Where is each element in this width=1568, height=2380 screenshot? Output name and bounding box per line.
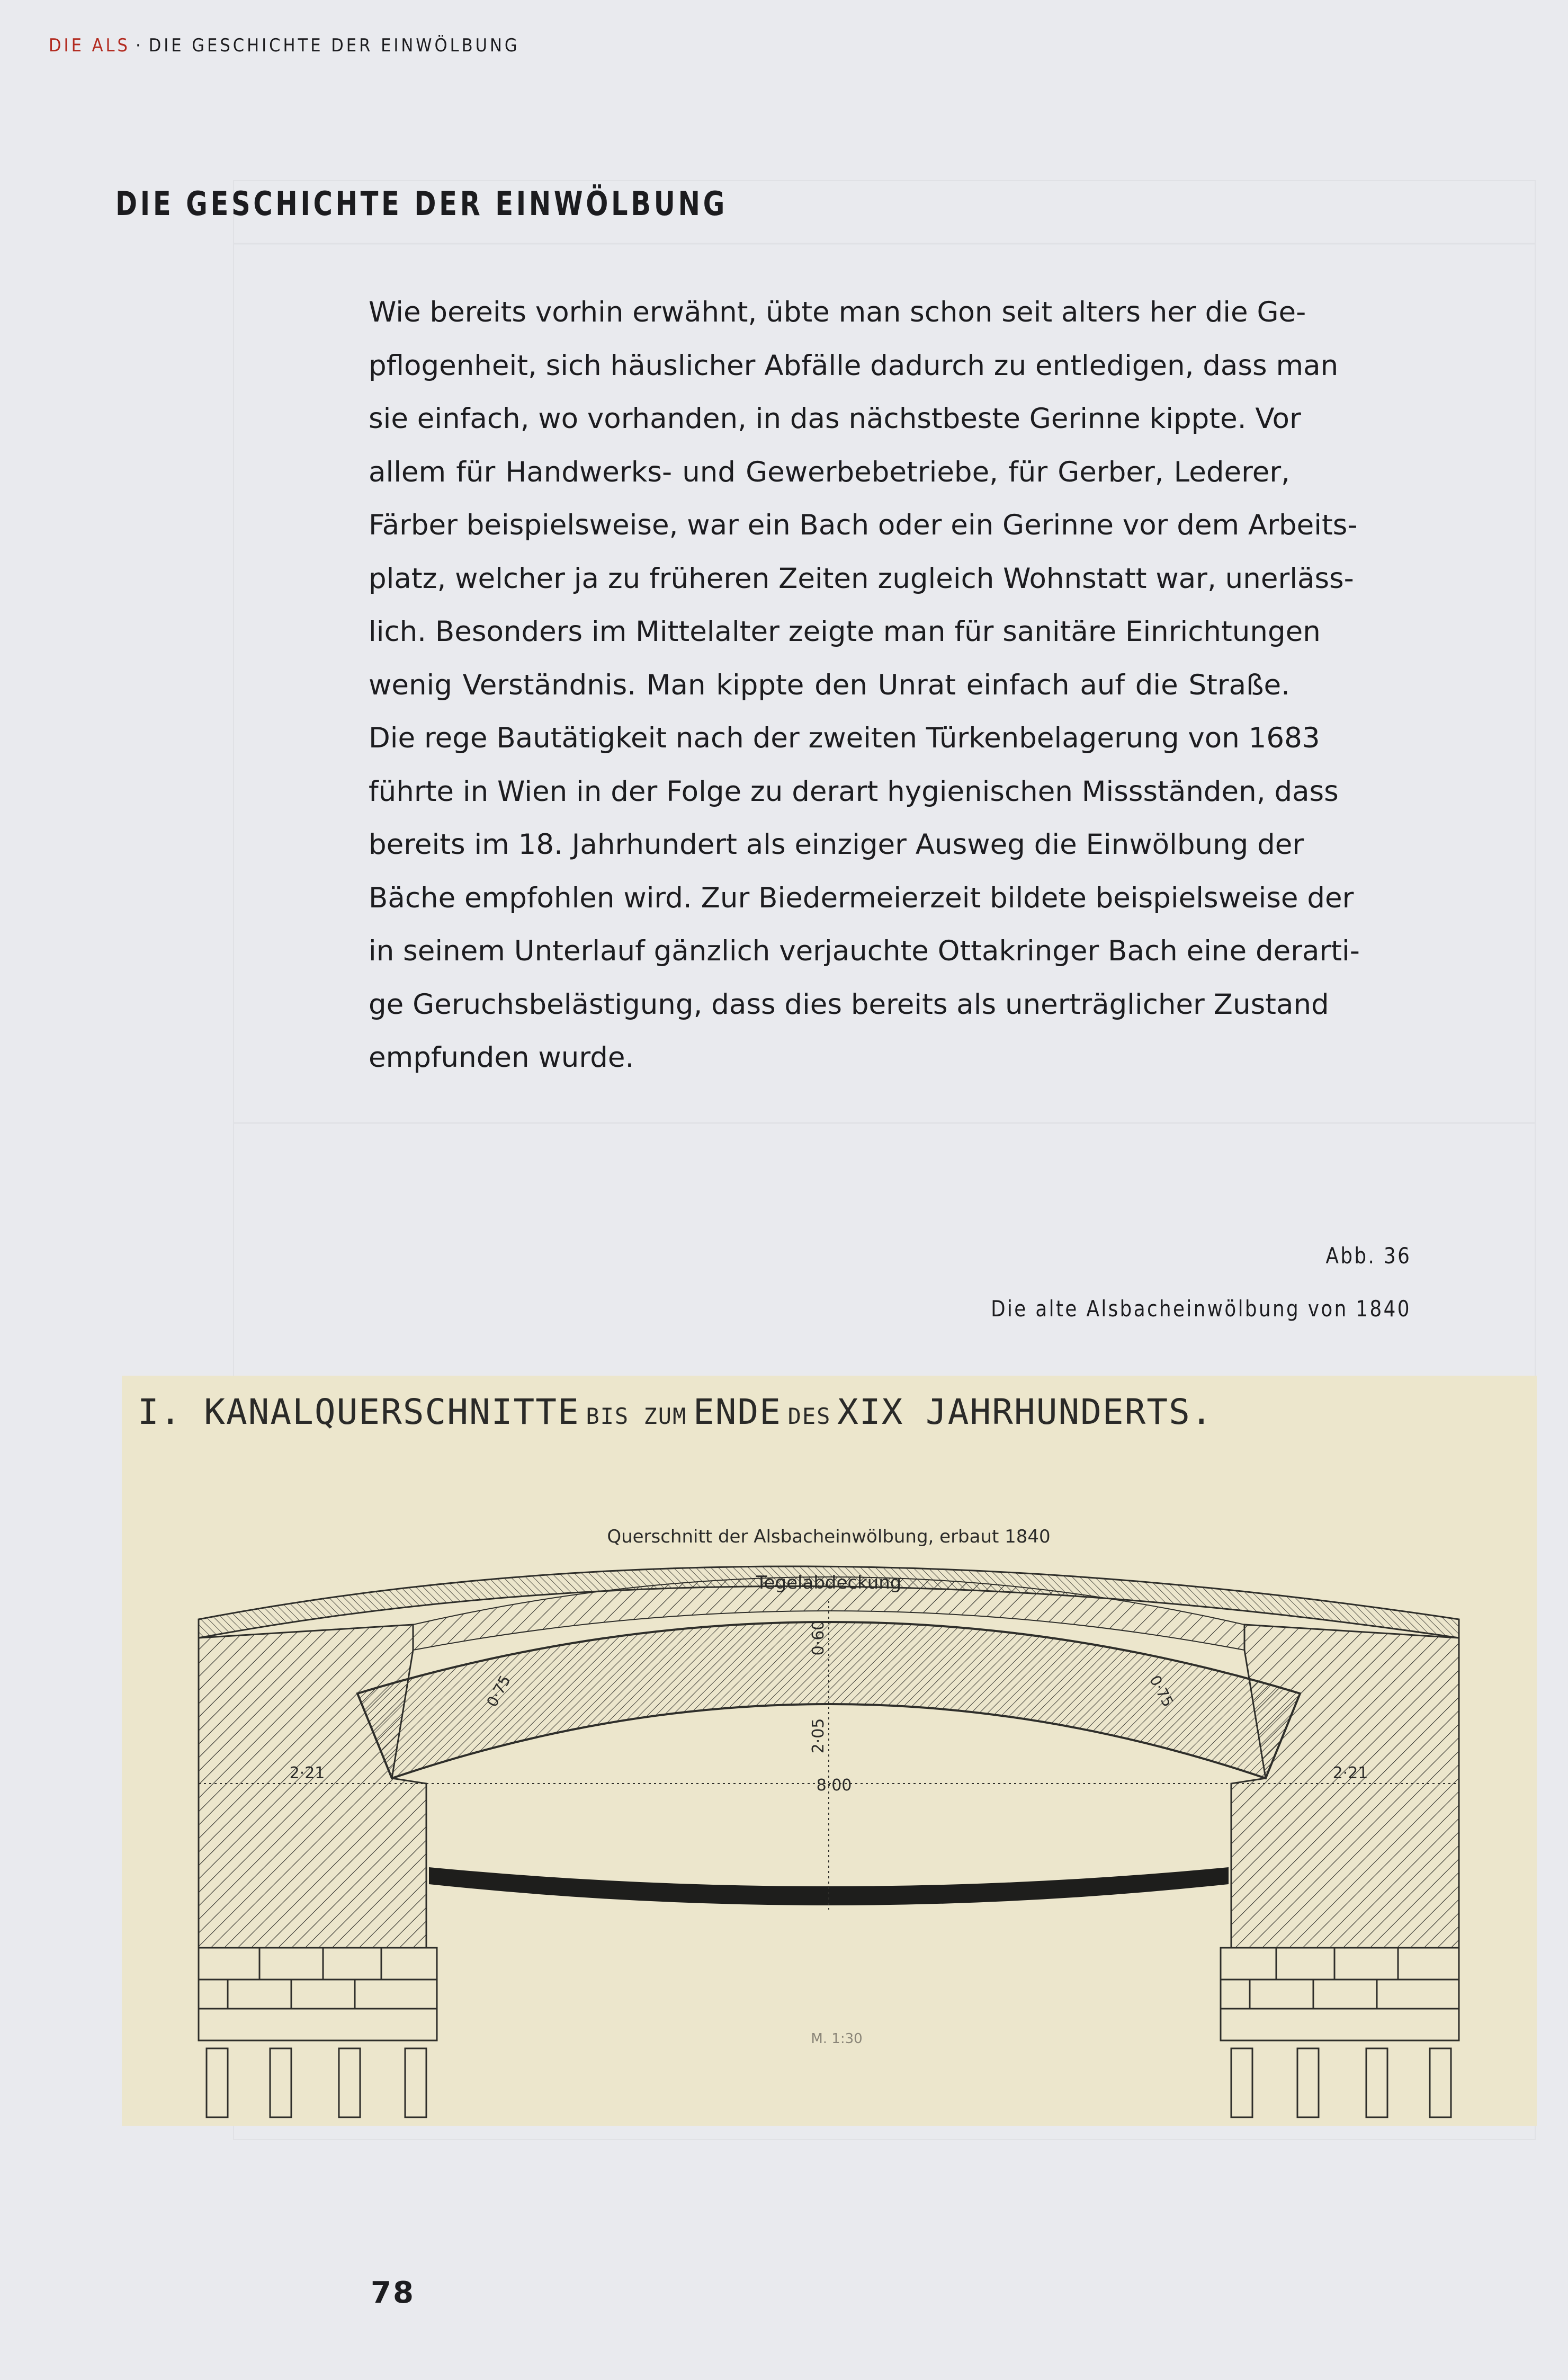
plate-title-part: BIS ZUM bbox=[586, 1403, 687, 1429]
right-abutment bbox=[1231, 1625, 1459, 1948]
cross-section-plate bbox=[122, 1376, 1537, 2126]
body-line: ge Geruchsbelästigung, dass dies bereits als unerträglicher Zustand bbox=[369, 988, 1329, 1021]
figure-caption: Die alte Alsbacheinwölbung von 1840 bbox=[991, 1296, 1411, 1322]
plate-title bbox=[138, 1392, 1213, 1432]
right-foundation bbox=[1221, 1948, 1459, 2117]
running-head-separator: · bbox=[135, 35, 144, 56]
running-head bbox=[49, 35, 520, 56]
scale-note: M. 1:30 bbox=[811, 2031, 863, 2047]
left-abutment bbox=[199, 1625, 426, 1948]
page-title: DIE GESCHICHTE DER EINWÖLBUNG bbox=[115, 184, 728, 223]
plate-title-part: XIX JAHRHUNDERTS. bbox=[837, 1392, 1213, 1432]
body-paragraph bbox=[369, 286, 1360, 1085]
body-line: führte in Wien in der Folge zu derart hygienischen Missständen, dass bbox=[369, 775, 1339, 808]
plate-subtitle: Querschnitt der Alsbacheinwölbung, erbaut 1840 bbox=[607, 1526, 1051, 1547]
body-line: wenig Verständnis. Man kippte den Unrat einfach auf die Straße. bbox=[369, 668, 1290, 701]
dim-arch-right: 0·75 bbox=[1146, 1672, 1177, 1710]
running-head-section: DIE GESCHICHTE DER EINWÖLBUNG bbox=[148, 35, 520, 56]
plate-title-part: ENDE bbox=[693, 1392, 782, 1432]
dim-arch-left: 0·75 bbox=[483, 1672, 514, 1710]
body-line: allem für Handwerks- und Gewerbebetriebe, für Gerber, Lederer, bbox=[369, 456, 1290, 488]
body-line: Die rege Bautätigkeit nach der zweiten Türkenbelagerung von 1683 bbox=[369, 722, 1320, 754]
body-line: bereits im 18. Jahrhundert als einziger Ausweg die Einwölbung der bbox=[369, 828, 1304, 861]
body-line: platz, welcher ja zu früheren Zeiten zugleich Wohnstatt war, unerläss- bbox=[369, 562, 1354, 595]
body-line: Färber beispielsweise, war ein Bach oder ein Gerinne vor dem Arbeits- bbox=[369, 509, 1358, 541]
deck-label: Tegelabdeckung bbox=[756, 1572, 902, 1593]
dim-span: 8·00 bbox=[816, 1776, 852, 1795]
body-line: in seinem Unterlauf gänzlich verjauchte Ottakringer Bach eine derarti- bbox=[369, 935, 1360, 967]
dim-right: 2·21 bbox=[1332, 1764, 1368, 1782]
plate-title-part: I. KANALQUERSCHNITTE bbox=[138, 1392, 580, 1432]
body-line: Bäche empfohlen wird. Zur Biedermeierzeit bildete beispielsweise der bbox=[369, 881, 1354, 914]
dim-rise: 2·05 bbox=[809, 1718, 828, 1754]
cross-section-drawing bbox=[122, 1376, 1537, 2126]
running-head-brand: DIE ALS bbox=[49, 35, 130, 56]
body-line: pflogenheit, sich häuslicher Abfälle dadurch zu entledigen, dass man bbox=[369, 349, 1339, 382]
dim-left: 2·21 bbox=[289, 1764, 325, 1782]
figure-label: Abb. 36 bbox=[1325, 1243, 1411, 1269]
left-foundation bbox=[199, 1948, 437, 2117]
body-line: lich. Besonders im Mittelalter zeigte man für sanitäre Einrichtungen bbox=[369, 616, 1321, 648]
body-line: Wie bereits vorhin erwähnt, übte man schon seit alters her die Ge- bbox=[369, 296, 1306, 328]
body-line: empfunden wurde. bbox=[369, 1041, 634, 1074]
page-number: 78 bbox=[371, 2276, 415, 2310]
body-line: sie einfach, wo vorhanden, in das nächstbeste Gerinne kippte. Vor bbox=[369, 403, 1301, 435]
dim-crown: 0·60 bbox=[809, 1620, 828, 1656]
plate-title-part: DES bbox=[787, 1403, 831, 1429]
